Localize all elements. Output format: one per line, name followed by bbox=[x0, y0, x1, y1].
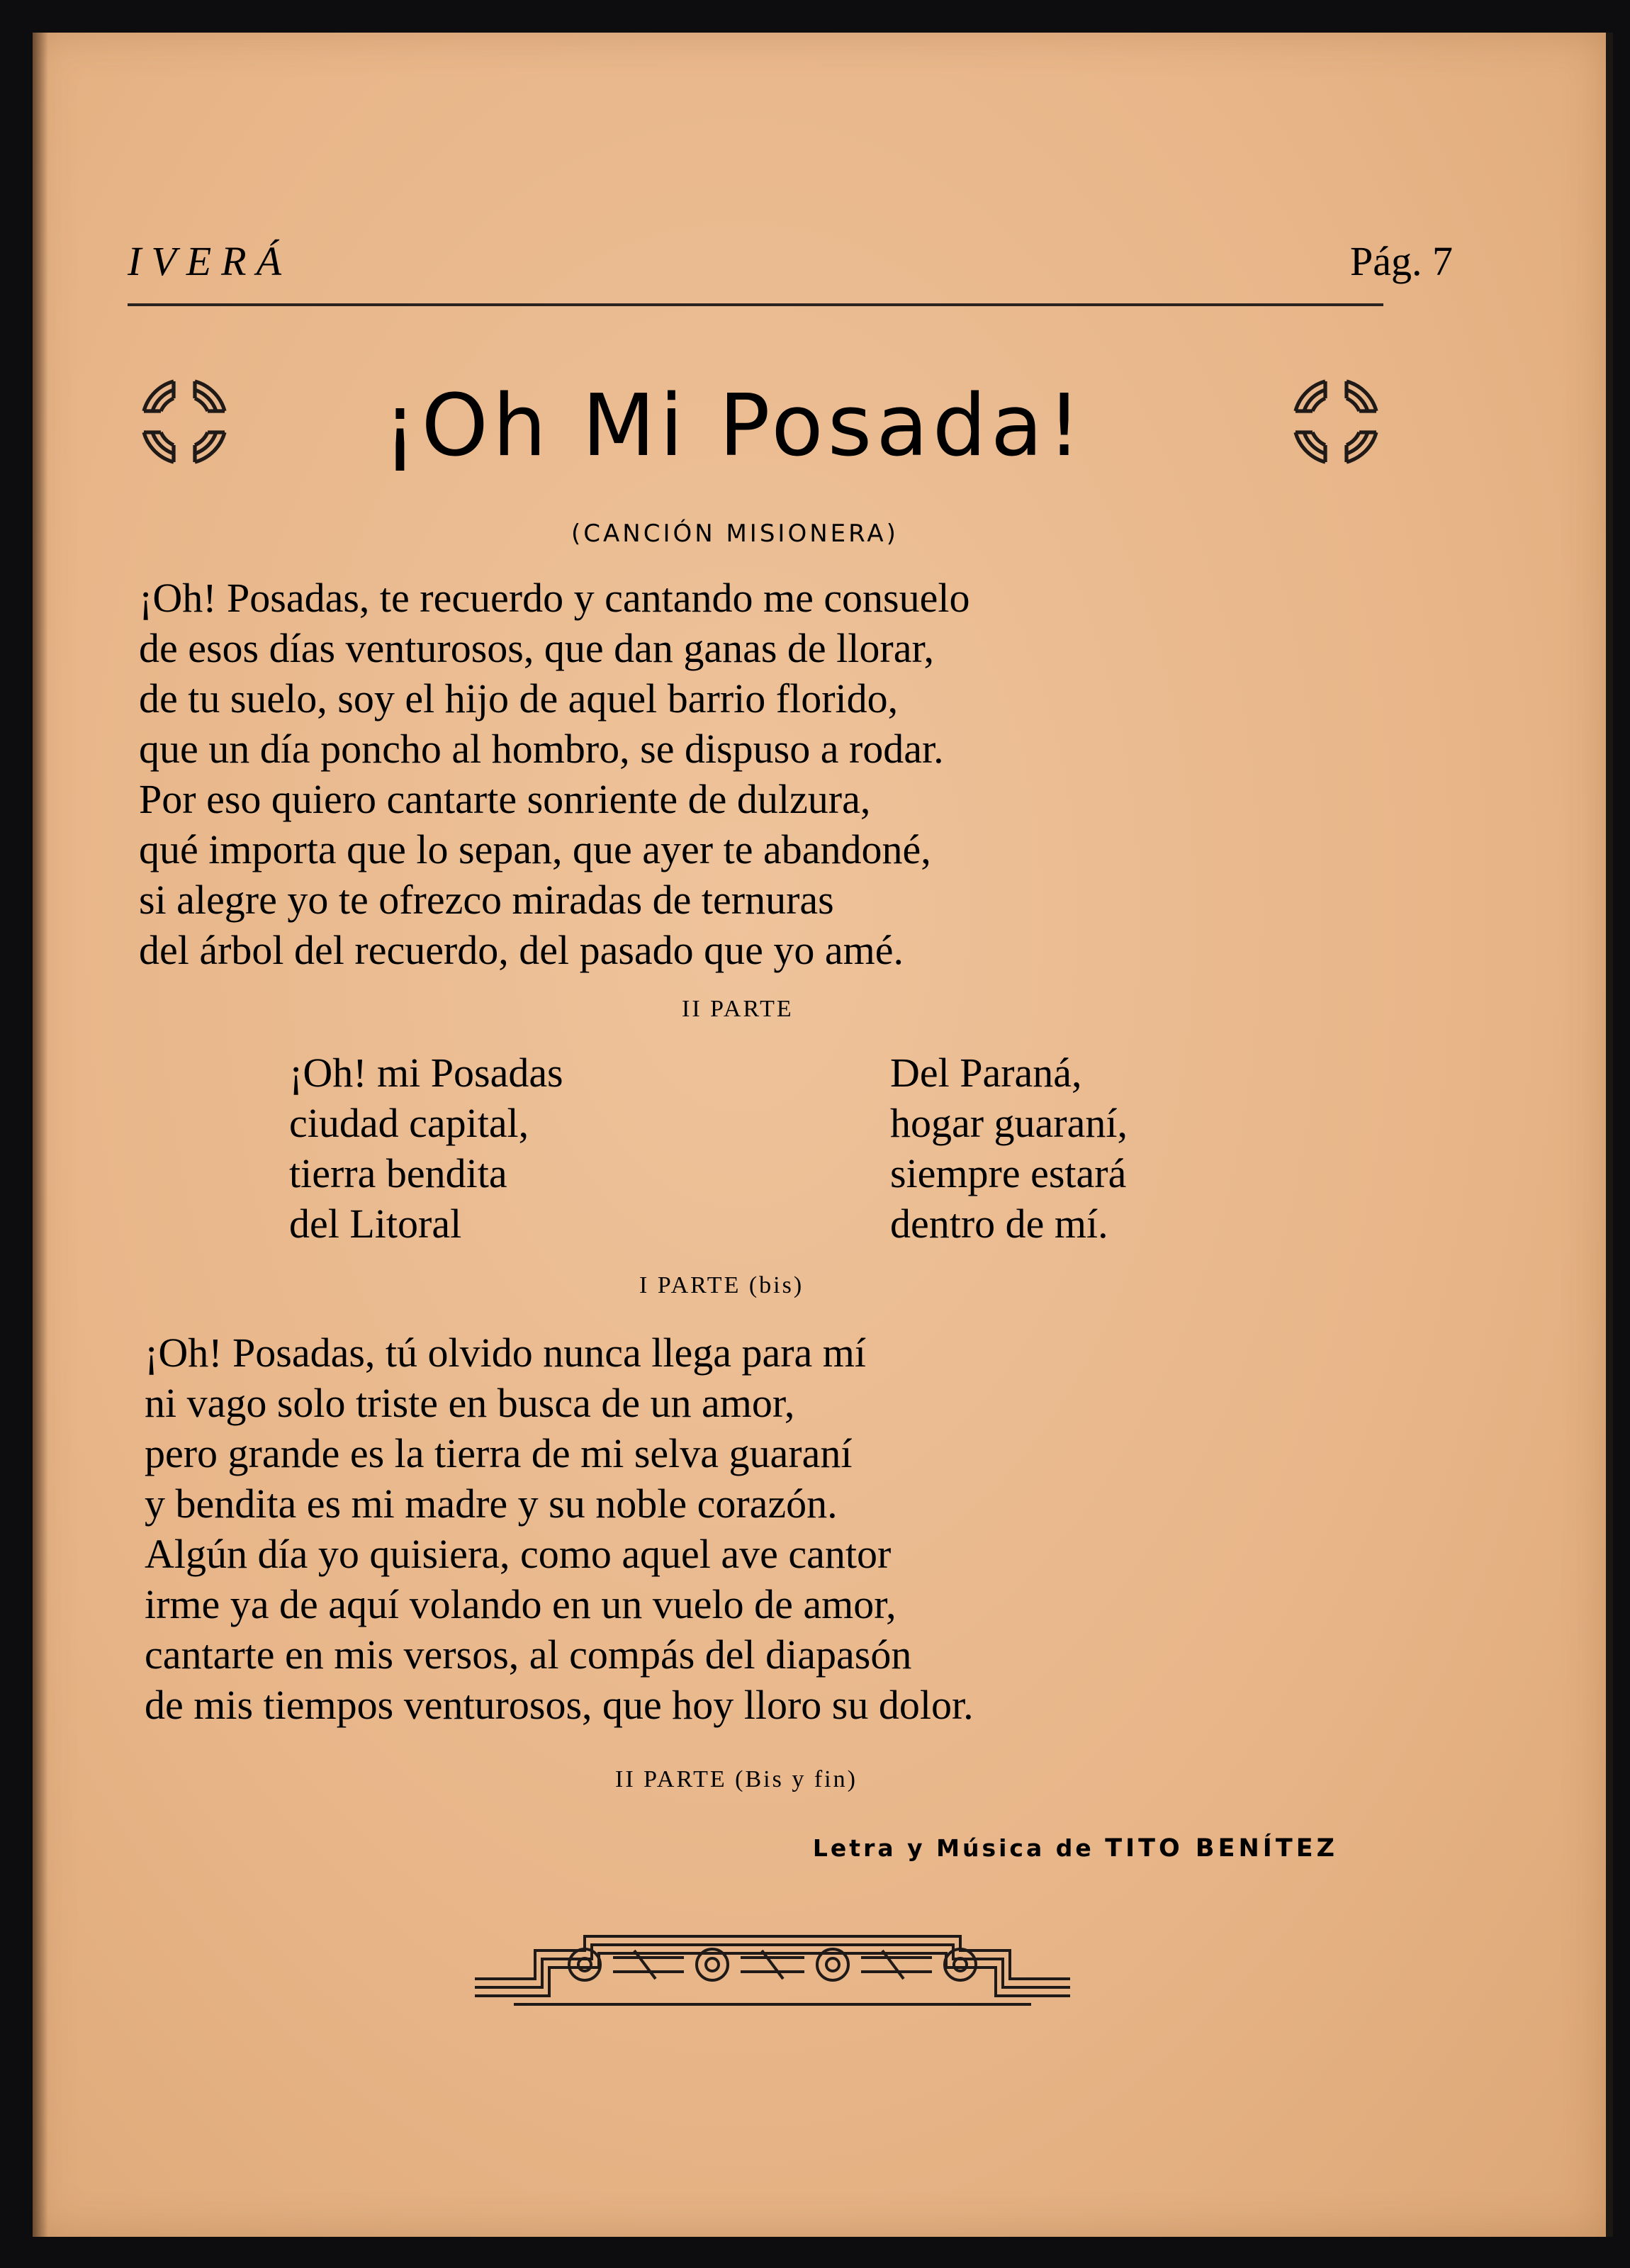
verse-line: ciudad capital, bbox=[289, 1100, 529, 1146]
verse-line: pero grande es la tierra de mi selva guaraní bbox=[145, 1430, 853, 1476]
author-credit bbox=[813, 1834, 1338, 1863]
verse-line: y bendita es mi madre y su noble corazón. bbox=[145, 1481, 838, 1527]
verse-line: si alegre yo te ofrezco miradas de ternuras bbox=[139, 877, 834, 923]
verse-line: qué importa que lo sepan, que ayer te abandoné, bbox=[139, 826, 931, 872]
verse-line: siempre estará bbox=[890, 1150, 1127, 1196]
header-rule bbox=[128, 303, 1383, 306]
circle-ornament-right-icon bbox=[1283, 369, 1389, 475]
verse-line: que un día poncho al hombro, se dispuso a rodar. bbox=[139, 726, 944, 772]
verse-line: dentro de mí. bbox=[890, 1201, 1108, 1247]
parte2-right-column bbox=[890, 1048, 1128, 1249]
song-subtitle: (CANCIÓN MISIONERA) bbox=[571, 520, 899, 548]
credit-prefix: Letra y Música de bbox=[812, 1834, 1094, 1862]
page-number: Pág. 7 bbox=[1350, 238, 1453, 284]
verse-line: ¡Oh! Posadas, te recuerdo y cantando me consuelo bbox=[139, 575, 970, 621]
verse-line: ¡Oh! Posadas, tú olvido nunca llega para mí bbox=[145, 1330, 866, 1376]
stanza-3 bbox=[145, 1327, 974, 1730]
decorative-border-icon bbox=[471, 1922, 1074, 2007]
verse-line: del Litoral bbox=[289, 1201, 462, 1247]
credit-author: TITO BENÍTEZ bbox=[1105, 1834, 1338, 1863]
verse-line: de mis tiempos venturosos, que hoy lloro su dolor. bbox=[145, 1682, 974, 1728]
page bbox=[33, 33, 1613, 2237]
verse-line: irme ya de aquí volando en un vuelo de amor, bbox=[145, 1581, 896, 1627]
verse-line: de esos días venturosos, que dan ganas de llorar, bbox=[139, 625, 934, 671]
verse-line: Algún día yo quisiera, como aquel ave cantor bbox=[145, 1531, 892, 1577]
verse-line: tierra bendita bbox=[289, 1150, 507, 1196]
section-label-parte1-bis: I PARTE (bis) bbox=[639, 1272, 804, 1298]
verse-line: del árbol del recuerdo, del pasado que yo amé. bbox=[139, 927, 904, 973]
verse-line: ¡Oh! mi Posadas bbox=[289, 1050, 563, 1096]
verse-line: hogar guaraní, bbox=[890, 1100, 1128, 1146]
stanza-1 bbox=[139, 573, 970, 975]
verse-line: cantarte en mis versos, al compás del diapasón bbox=[145, 1632, 912, 1678]
song-title: ¡Oh Mi Posada! bbox=[383, 377, 1086, 476]
section-label-parte2: II PARTE bbox=[682, 996, 794, 1022]
verse-line: ni vago solo triste en busca de un amor, bbox=[145, 1380, 795, 1426]
page-binding-shadow bbox=[33, 33, 48, 2237]
verse-line: Por eso quiero cantarte sonriente de dulzura, bbox=[139, 776, 871, 822]
parte2-left-column bbox=[289, 1048, 563, 1249]
section-label-parte2-fin: II PARTE (Bis y fin) bbox=[615, 1766, 858, 1792]
magazine-name: IVERÁ bbox=[128, 238, 292, 284]
circle-ornament-left-icon bbox=[131, 369, 237, 475]
verse-line: Del Paraná, bbox=[890, 1050, 1082, 1096]
verse-line: de tu suelo, soy el hijo de aquel barrio florido, bbox=[139, 675, 899, 722]
